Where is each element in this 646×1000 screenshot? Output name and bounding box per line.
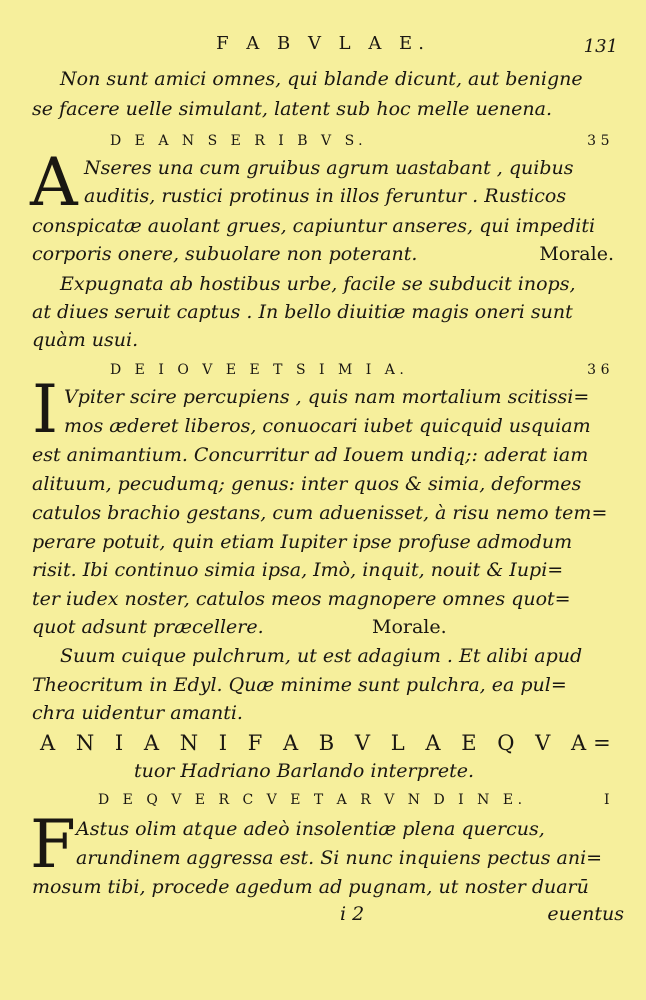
running-head: F A B V L A E. [216, 33, 430, 54]
fable-title: D E Q V E R C V E T A R V N D I N E. [98, 792, 527, 808]
catchword: euentus [547, 903, 624, 925]
fable-heading [110, 133, 614, 149]
text-line [32, 614, 624, 640]
fable-heading [110, 362, 614, 378]
text-line: Nseres una cum gruibus agrum uastabant , quibus [84, 157, 574, 179]
text-line: alituum, pecudumq; genus: inter quos & simia, deformes [32, 473, 582, 495]
text-line: Vpiter scire percupiens , quis nam mortalium scitissi= [64, 386, 590, 408]
page-number: 131 [583, 36, 618, 57]
section-subheading: tuor Hadriano Barlando interprete. [134, 760, 475, 782]
text-line: conspicatæ auolant grues, capiuntur anseres, qui impediti [32, 215, 596, 237]
drop-cap: A [30, 144, 78, 221]
drop-cap: F [30, 806, 76, 883]
text-line: Theocritum in Edyl. Quæ minime sunt pulchra, ea pul= [32, 674, 567, 696]
text-line: Non sunt amici omnes, qui blande dicunt, aut benigne [60, 68, 583, 90]
text-fragment: corporis onere, subuolare non poterant. [32, 243, 418, 265]
fable-number: 35 [587, 133, 614, 149]
fable-number: I [603, 792, 614, 808]
section-heading: A N I A N I F A B V L A E Q V A= [40, 731, 618, 755]
text-line: perare potuit, quin etiam Iupiter ipse profuse admodum [32, 531, 573, 553]
fable-number: 36 [587, 362, 614, 378]
text-line: chra uidentur amanti. [32, 702, 243, 724]
signature-mark: i 2 [340, 903, 365, 925]
text-line: arundinem aggressa est. Si nunc inquiens pectus ani= [76, 847, 603, 869]
text-line: catulos brachio gestans, cum aduenisset, à risu nemo tem= [32, 502, 608, 524]
text-line: quàm usui. [32, 329, 139, 351]
text-line: Astus olim atque adeò insolentiæ plena quercus, [76, 818, 545, 840]
text-line: se facere uelle simulant, latent sub hoc melle uenena. [32, 98, 553, 120]
text-line: Expugnata ab hostibus urbe, facile se subducit inops, [60, 273, 576, 295]
text-line: auditis, rustici protinus in illos feruntur . Rusticos [84, 185, 567, 207]
text-line [32, 241, 624, 267]
fable-heading [98, 792, 614, 808]
text-line: est animantium. Concurritur ad Iouem undiq;: aderat iam [32, 444, 589, 466]
text-line: mosum tibi, procede agedum ad pugnam, ut noster duarū [32, 876, 589, 898]
text-fragment: quot adsunt præcellere. [32, 616, 264, 638]
fable-title: D E I O V E E T S I M I A. [110, 362, 409, 378]
morale-label: Morale. [539, 243, 614, 265]
fable-title: D E A N S E R I B V S. [110, 133, 368, 149]
drop-cap: I [32, 371, 59, 448]
text-line: mos æderet liberos, conuocari iubet quicquid usquiam [64, 415, 591, 437]
text-line: ter iudex noster, catulos meos magnopere omnes quot= [32, 588, 571, 610]
text-line: Suum cuique pulchrum, ut est adagium . Et alibi apud [60, 645, 583, 667]
text-line: at diues seruit captus . In bello diuitiæ magis oneri sunt [32, 301, 573, 323]
text-line: risit. Ibi continuo simia ipsa, Imò, inquit, nouit & Iupi= [32, 559, 564, 581]
morale-label: Morale. [372, 616, 447, 638]
